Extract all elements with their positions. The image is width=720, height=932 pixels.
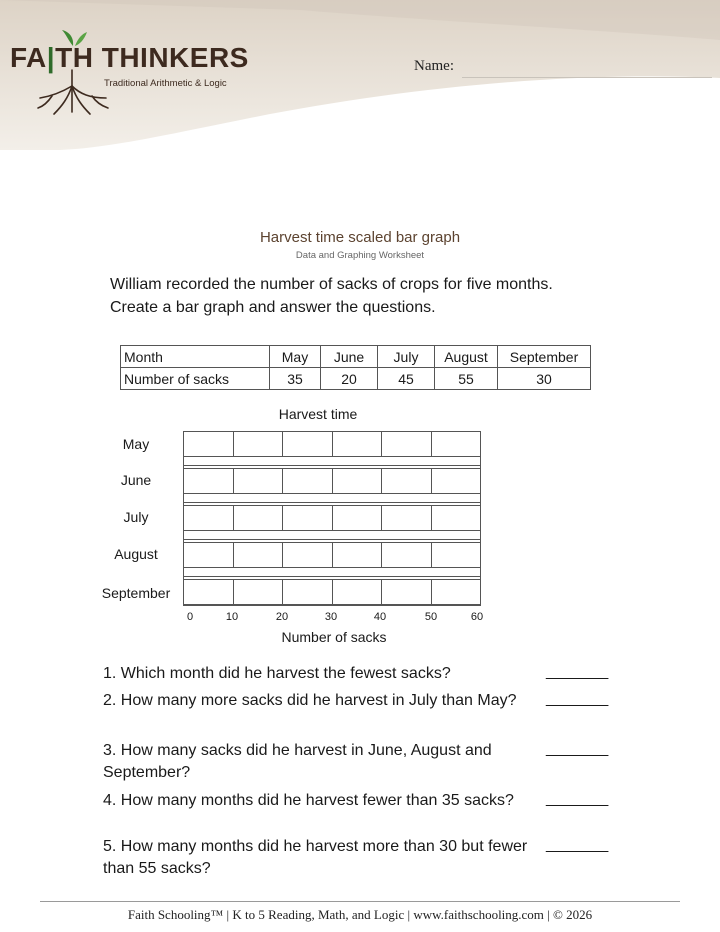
grid-cell[interactable]	[283, 432, 333, 456]
grid-cell[interactable]	[234, 506, 284, 530]
bar-row-july[interactable]	[183, 505, 481, 531]
grid-cell[interactable]	[432, 506, 481, 530]
grid-cell[interactable]	[432, 432, 481, 456]
x-tick-label: 20	[275, 611, 289, 623]
table-month-cell: August	[435, 346, 498, 368]
x-axis-label: Number of sacks	[281, 629, 387, 645]
grid-cell[interactable]	[234, 432, 284, 456]
grid-cell[interactable]	[184, 506, 234, 530]
faith-thinkers-logo	[6, 28, 249, 118]
table-value-cell: 35	[270, 368, 321, 390]
chart-title: Harvest time	[278, 406, 358, 422]
question-5: 5. How many months did he harvest more than 30 but fewer than 55 sacks?	[103, 838, 528, 877]
table-value-cell: 45	[378, 368, 435, 390]
grid-cell[interactable]	[382, 506, 432, 530]
answer-blank-4[interactable]: _______	[546, 790, 609, 807]
instructions-line-2: Create a bar graph and answer the questions.	[110, 299, 436, 316]
name-label: Name:	[414, 58, 454, 74]
table-value-cell: 55	[435, 368, 498, 390]
question-1: 1. Which month did he harvest the fewest sacks?	[103, 665, 451, 682]
instructions-line-1: William recorded the number of sacks of crops for five months.	[110, 276, 553, 293]
leaf-icon	[60, 28, 88, 48]
logo-title-prefix: FA	[10, 42, 47, 73]
bar-row-may[interactable]	[183, 431, 481, 457]
x-tick-label: 40	[373, 611, 387, 623]
row-separator	[183, 457, 481, 466]
grid-cell[interactable]	[382, 432, 432, 456]
bar-row-august[interactable]	[183, 542, 481, 568]
grid-cell[interactable]	[382, 580, 432, 604]
table-month-cell: June	[321, 346, 378, 368]
instructions	[110, 273, 670, 319]
row-separator	[183, 531, 481, 540]
grid-cell[interactable]	[234, 580, 284, 604]
grid-cell[interactable]	[184, 469, 234, 493]
table-value-cell: 30	[498, 368, 591, 390]
grid-cell[interactable]	[283, 506, 333, 530]
grid-cell[interactable]	[382, 469, 432, 493]
grid-cell[interactable]	[432, 543, 481, 567]
table-row	[121, 346, 591, 368]
x-tick-label: 50	[424, 611, 438, 623]
grid-cell[interactable]	[234, 469, 284, 493]
table-header-cell: Month	[121, 346, 270, 368]
question-2: 2. How many more sacks did he harvest in July than May?	[103, 692, 517, 709]
grid-cell[interactable]	[283, 580, 333, 604]
grid-cell[interactable]	[333, 469, 383, 493]
answer-blank-3[interactable]: _______	[546, 740, 609, 757]
grid-cell[interactable]	[382, 543, 432, 567]
logo-title-suffix: TH THINKERS	[55, 42, 249, 73]
category-label-august: August	[114, 546, 158, 562]
data-table	[120, 345, 591, 390]
worksheet-title: Harvest time scaled bar graph	[259, 229, 461, 246]
answer-blank-1[interactable]: _______	[546, 663, 609, 680]
x-tick-label: 60	[470, 611, 484, 623]
grid-cell[interactable]	[333, 580, 383, 604]
grid-cell[interactable]	[283, 543, 333, 567]
answer-blank-2[interactable]: _______	[546, 690, 609, 707]
question-4: 4. How many months did he harvest fewer than 35 sacks?	[103, 792, 514, 809]
x-tick-label: 0	[186, 611, 194, 623]
x-tick-label: 10	[225, 611, 239, 623]
bar-row-june[interactable]	[183, 468, 481, 494]
name-line[interactable]	[462, 77, 712, 78]
table-month-cell: July	[378, 346, 435, 368]
row-separator	[183, 568, 481, 577]
answer-blank-5[interactable]: _______	[546, 836, 609, 853]
category-label-september: September	[101, 585, 171, 601]
grid-cell[interactable]	[333, 432, 383, 456]
name-field[interactable]	[414, 44, 720, 88]
worksheet-subtitle: Data and Graphing Worksheet	[295, 250, 425, 261]
logo-tree-glyph: |	[46, 42, 56, 73]
grid-cell[interactable]	[333, 506, 383, 530]
bar-row-september[interactable]	[183, 579, 481, 605]
table-month-cell: September	[498, 346, 591, 368]
grid-cell[interactable]	[283, 469, 333, 493]
footer-text: Faith Schooling™ | K to 5 Reading, Math, and Logic | www.faithschooling.com | © 2026	[127, 907, 593, 922]
category-label-july: July	[123, 509, 149, 525]
grid-cell[interactable]	[184, 543, 234, 567]
grid-cell[interactable]	[184, 432, 234, 456]
x-tick-label: 30	[324, 611, 338, 623]
category-label-may: May	[122, 436, 150, 452]
grid-cell[interactable]	[432, 580, 481, 604]
category-label-june: June	[120, 472, 152, 488]
footer-divider	[40, 901, 680, 902]
table-row-label: Number of sacks	[121, 368, 270, 390]
grid-cell[interactable]	[333, 543, 383, 567]
table-month-cell: May	[270, 346, 321, 368]
question-3: 3. How many sacks did he harvest in June, August and September?	[103, 742, 492, 781]
roots-icon	[32, 68, 112, 118]
grid-cell[interactable]	[234, 543, 284, 567]
logo-tagline: Traditional Arithmetic & Logic	[104, 78, 227, 89]
grid-cell[interactable]	[184, 580, 234, 604]
table-row	[121, 368, 591, 390]
table-value-cell: 20	[321, 368, 378, 390]
row-separator	[183, 494, 481, 503]
grid-cell[interactable]	[432, 469, 481, 493]
